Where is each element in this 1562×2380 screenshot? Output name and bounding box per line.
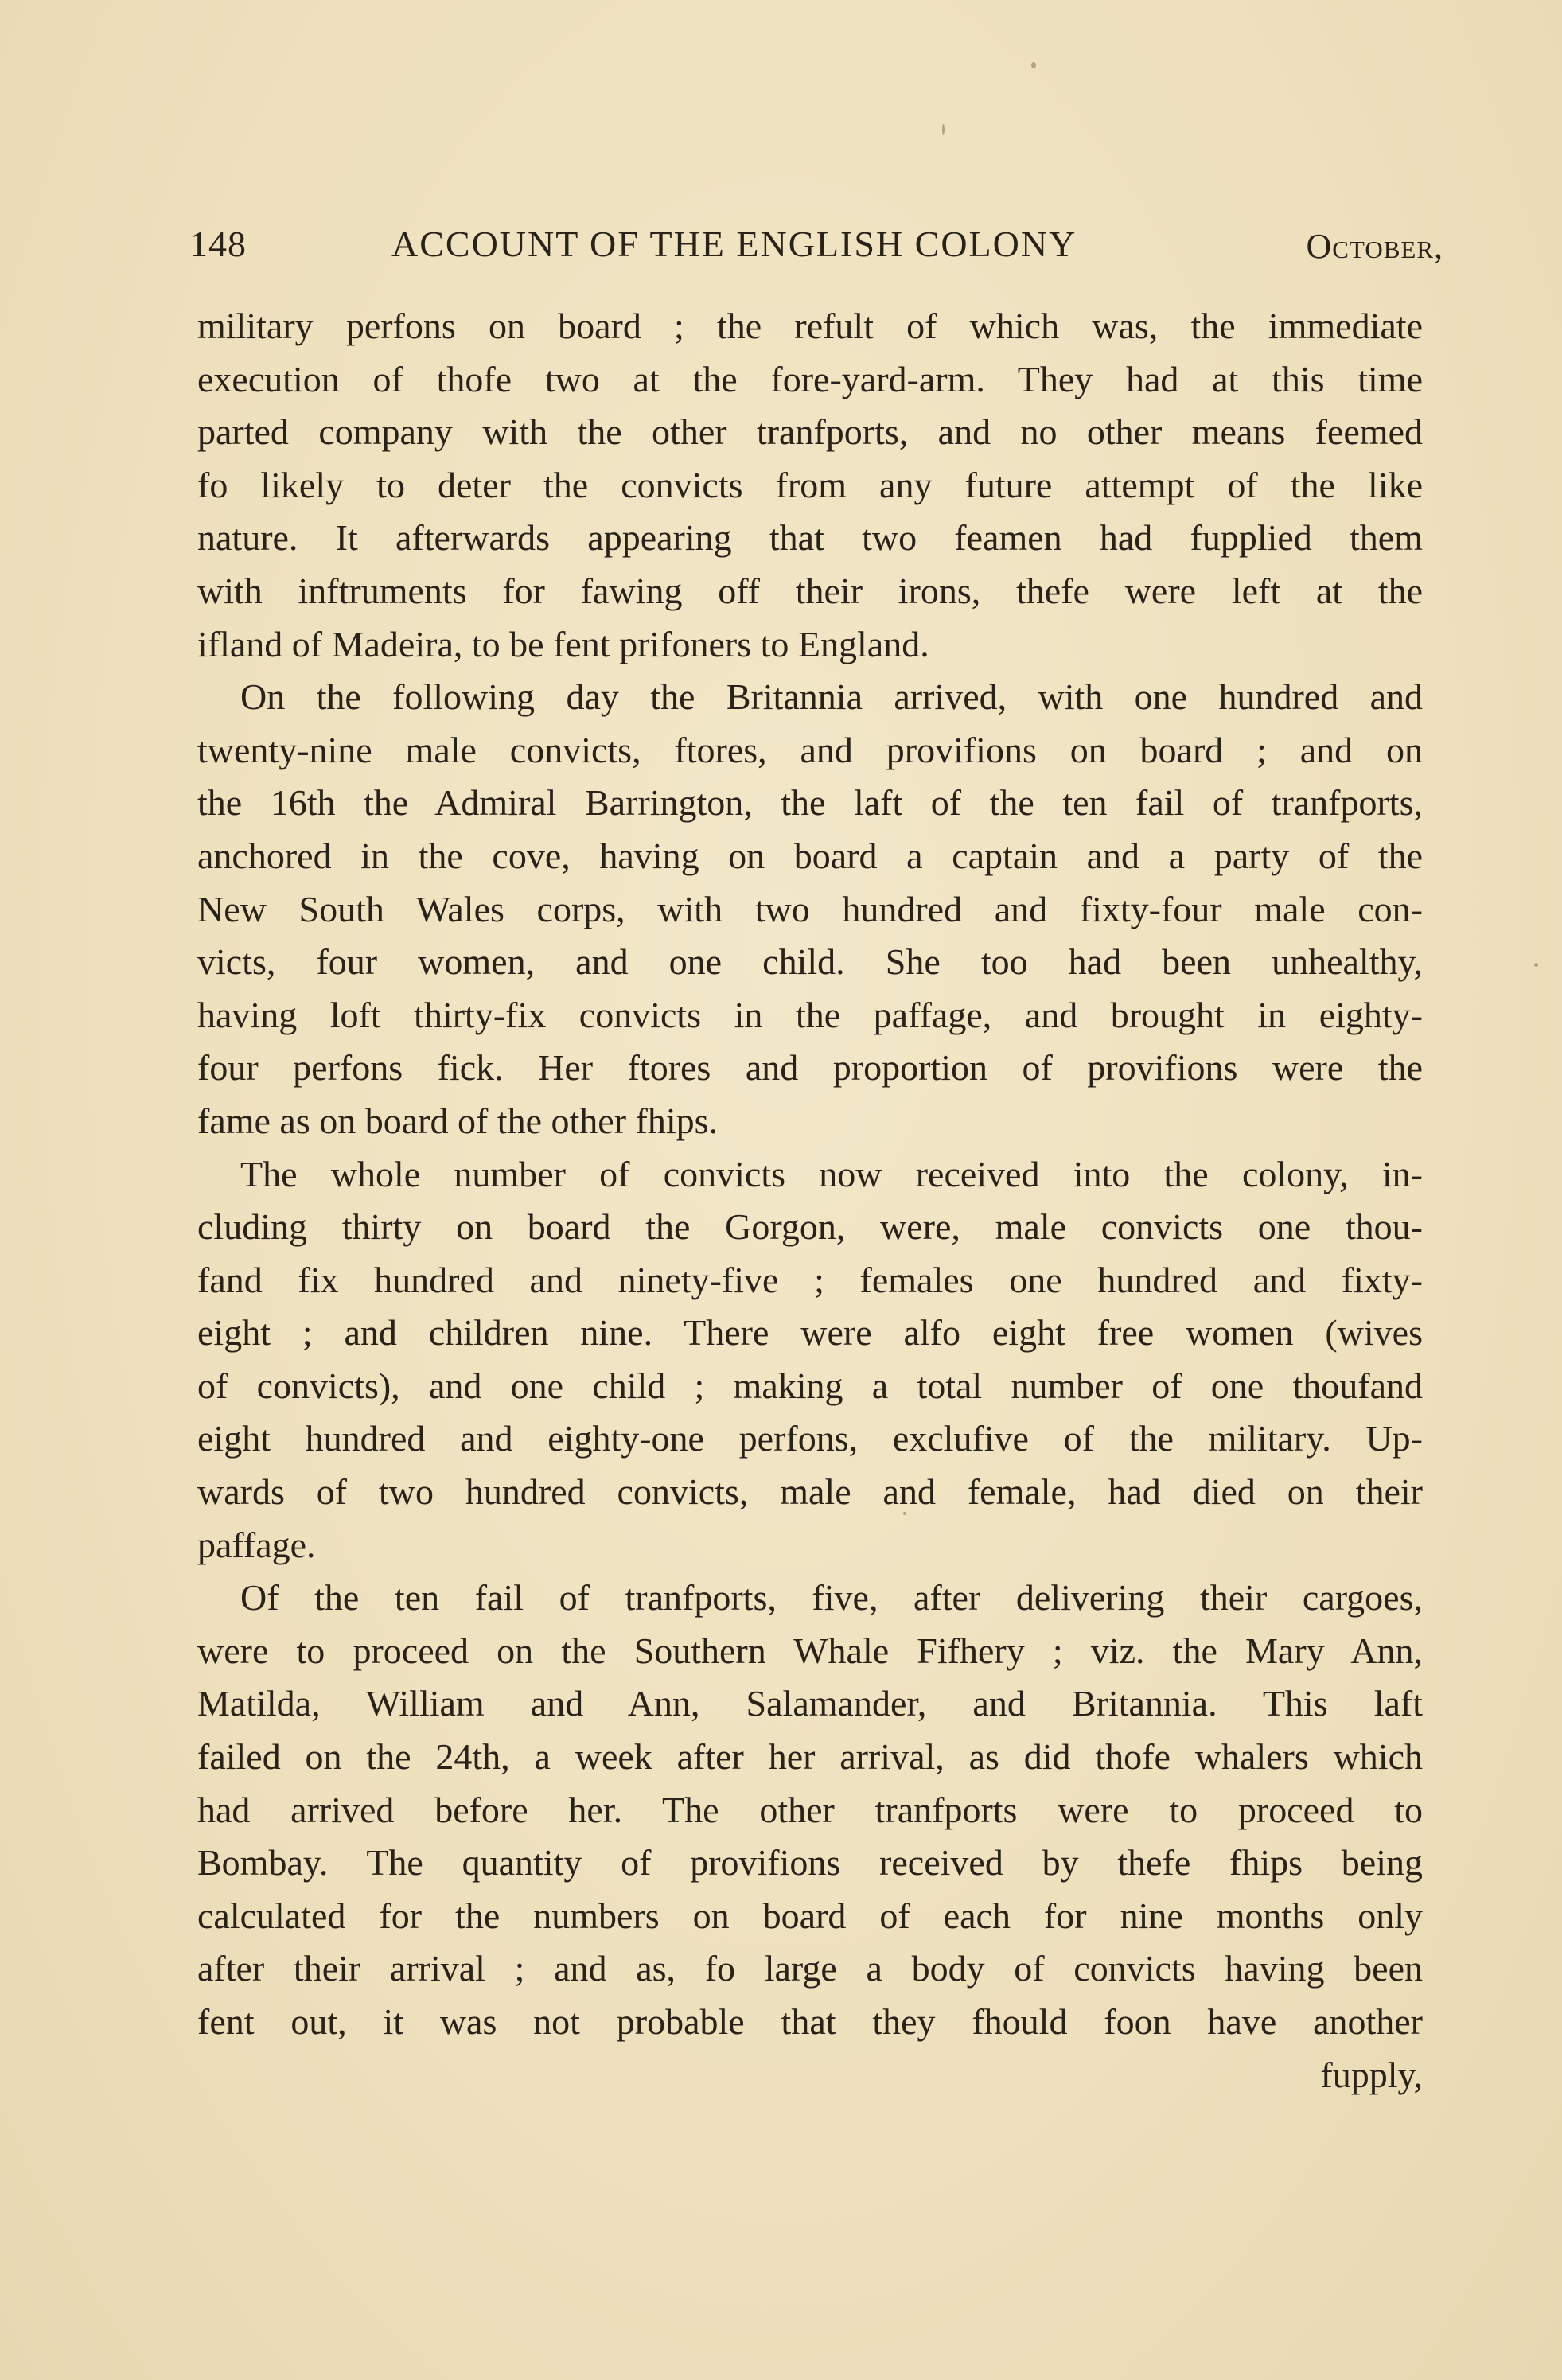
text-line: paffage. bbox=[197, 1524, 316, 1565]
text-line: were to proceed on the Southern Whale Fifhery ; viz. the Mary Ann, bbox=[197, 1630, 1423, 1671]
text-line: fand fix hundred and ninety-five ; females one hundred and fixty- bbox=[197, 1259, 1423, 1300]
text-line: On the following day the Britannia arrived, with one hundred and bbox=[240, 676, 1423, 718]
paper-speck bbox=[1031, 62, 1036, 68]
text-line: parted company with the other tranfports, and no other means feemed bbox=[197, 411, 1423, 453]
catchword: fupply, bbox=[1320, 2054, 1423, 2095]
text-line: having loft thirty-fix convicts in the paffage, and brought in eighty- bbox=[197, 994, 1423, 1035]
running-head: ACCOUNT OF THE ENGLISH COLONY bbox=[391, 224, 1077, 264]
text-line: military perfons on board ; the refult of which was, the immediate bbox=[197, 306, 1423, 346]
text-line: twenty-nine male convicts, ftores, and provifions on board ; and on bbox=[197, 729, 1423, 770]
paper-speck bbox=[903, 1512, 906, 1515]
text-line: The whole number of convicts now received into the colony, in- bbox=[240, 1153, 1423, 1194]
text-line: Matilda, William and Ann, Salamander, and Britannia. This laft bbox=[197, 1683, 1423, 1724]
text-line: ifland of Madeira, to be fent prifoners to England. bbox=[197, 623, 929, 664]
text-line: anchored in the cove, having on board a captain and a party of the bbox=[197, 835, 1423, 876]
text-line: cluding thirty on board the Gorgon, were, male convicts one thou- bbox=[197, 1206, 1423, 1248]
text-line: with inftruments for fawing off their irons, thefe were left at the bbox=[197, 570, 1423, 611]
text-line: fent out, it was not probable that they fhould foon have another bbox=[197, 2001, 1423, 2042]
body-text bbox=[197, 300, 1423, 2101]
text-line: nature. It afterwards appearing that two feamen had fupplied them bbox=[197, 517, 1423, 559]
text-line: eight ; and children nine. There were alfo eight free women (wives bbox=[197, 1312, 1423, 1354]
text-line: execution of thofe two at the fore-yard-arm. They had at this time bbox=[197, 358, 1423, 399]
text-line: of convicts), and one child ; making a total number of one thoufand bbox=[197, 1365, 1423, 1406]
text-line: four perfons fick. Her ftores and proportion of provifions were the bbox=[197, 1047, 1423, 1089]
text-line: Of the ten fail of tranfports, five, after delivering their cargoes, bbox=[240, 1577, 1423, 1618]
page-header bbox=[189, 213, 1443, 269]
text-line: had arrived before her. The other tranfports were to proceed to bbox=[197, 1789, 1423, 1830]
page-number: 148 bbox=[189, 224, 247, 264]
text-line: the 16th the Admiral Barrington, the laft of the ten fail of tranfports, bbox=[197, 782, 1423, 824]
text-line: failed on the 24th, a week after her arrival, as did thofe whalers which bbox=[197, 1736, 1423, 1778]
text-line: eight hundred and eighty-one perfons, exclufive of the military. Up- bbox=[197, 1418, 1423, 1459]
text-line: fo likely to deter the convicts from any future attempt of the like bbox=[197, 464, 1423, 505]
text-line: New South Wales corps, with two hundred and fixty-four male con- bbox=[197, 888, 1423, 929]
paper-speck bbox=[1534, 963, 1538, 967]
text-line: Bombay. The quantity of provifions received by thefe fhips being bbox=[197, 1842, 1423, 1883]
text-line: victs, four women, and one child. She too had been unhealthy, bbox=[197, 941, 1423, 983]
text-line: calculated for the numbers on board of each for nine months only bbox=[197, 1895, 1423, 1936]
text-line: wards of two hundred convicts, male and female, had died on their bbox=[197, 1471, 1423, 1513]
text-line: fame as on board of the other fhips. bbox=[197, 1100, 719, 1141]
month-heading: October, bbox=[1306, 227, 1443, 266]
text-line: after their arrival ; and as, fo large a body of convicts having been bbox=[197, 1948, 1423, 1989]
paper-speck bbox=[942, 124, 945, 135]
